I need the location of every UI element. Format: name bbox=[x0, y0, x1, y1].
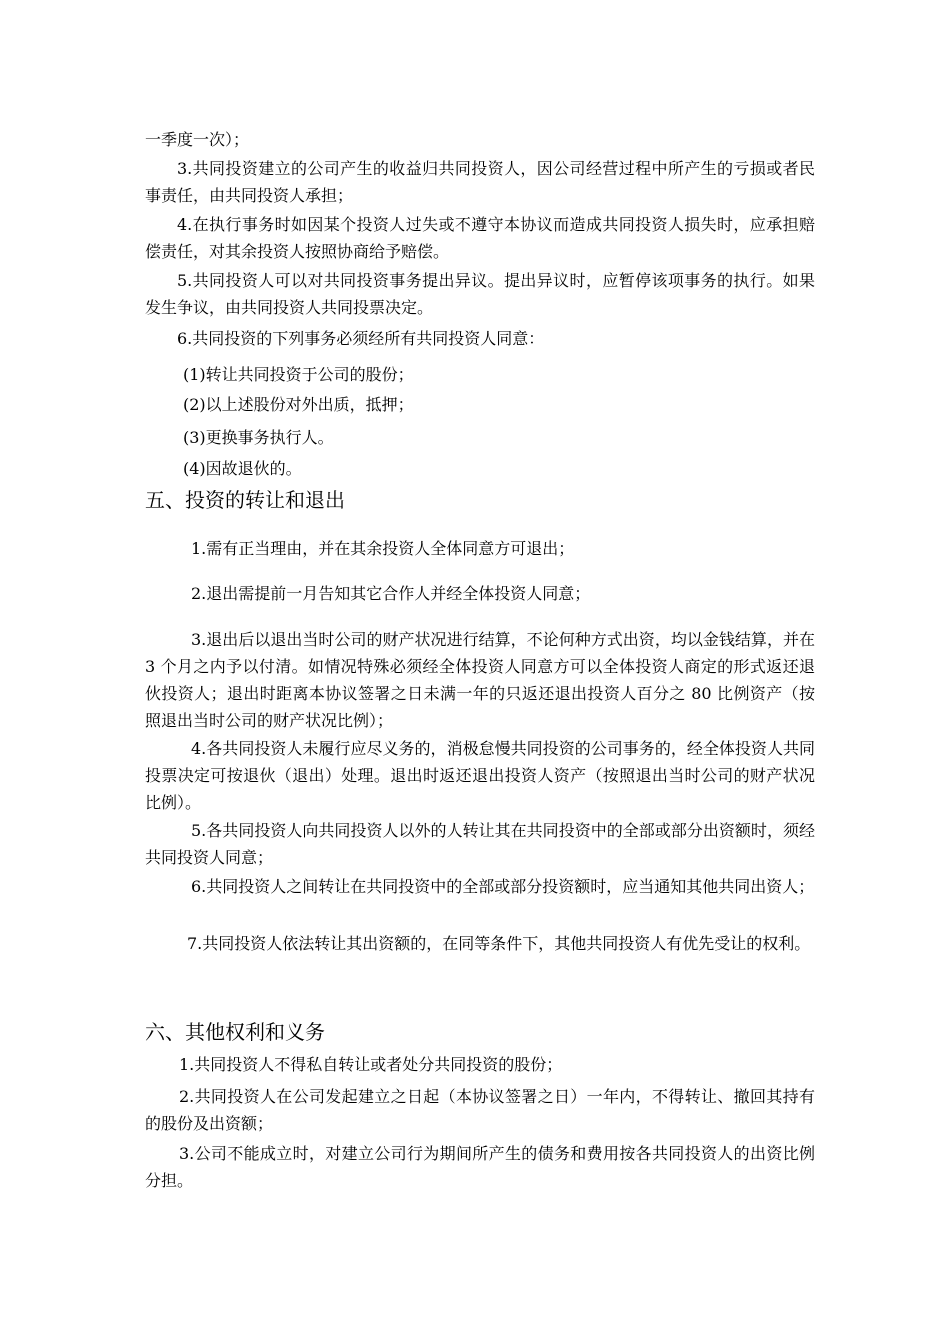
paragraph-4-5: 5.共同投资人可以对共同投资事务提出异议。提出异议时，应暂停该项事务的执行。如果发生争议，由共同投资人共同投票决定。 bbox=[145, 271, 815, 317]
section-heading-5: 五、投资的转让和退出 bbox=[145, 488, 345, 512]
paragraph-4-3: 3.共同投资建立的公司产生的收益归共同投资人，因公司经营过程中所产生的亏损或者民事责任，由共同投资人承担； bbox=[145, 159, 815, 205]
paragraph-5-5: 5.各共同投资人向共同投资人以外的人转让其在共同投资中的全部或部分出资额时，须经共同投资人同意； bbox=[145, 821, 815, 867]
paragraph-5-6: 6.共同投资人之间转让在共同投资中的全部或部分投资额时，应当通知其他共同出资人； bbox=[191, 877, 815, 896]
paragraph-continuation: 一季度一次）； bbox=[145, 130, 250, 149]
list-item: (2)以上述股份对外出质，抵押； bbox=[183, 395, 414, 414]
section-heading-6: 六、其他权利和义务 bbox=[145, 1020, 325, 1044]
paragraph-5-3: 3.退出后以退出当时公司的财产状况进行结算，不论何种方式出资，均以金钱结算，并在 3 个月之内予以付清。如情况特殊必须经全体投资人同意方可以全体投资人商定的形式返还退伙投资人；退出时距离本协议签署之日未满一年的只返还退出投资人百分之 80 比例资产（按照退出当时公司的财产状况比例）； bbox=[145, 630, 815, 730]
paragraph-4-6: 6.共同投资的下列事务必须经所有共同投资人同意： bbox=[177, 329, 545, 348]
paragraph-6-1: 1.共同投资人不得私自转让或者处分共同投资的股份； bbox=[179, 1055, 563, 1074]
paragraph-5-7: 7.共同投资人依法转让其出资额的，在同等条件下，其他共同投资人有优先受让的权利。 bbox=[187, 934, 811, 953]
paragraph-6-3: 3.公司不能成立时，对建立公司行为期间所产生的债务和费用按各共同投资人的出资比例分担。 bbox=[145, 1144, 815, 1190]
paragraph-5-1: 1.需有正当理由，并在其余投资人全体同意方可退出； bbox=[191, 539, 575, 558]
list-item: (1)转让共同投资于公司的股份； bbox=[183, 365, 414, 384]
paragraph-6-2: 2.共同投资人在公司发起建立之日起（本协议签署之日）一年内，不得转让、撤回其持有的股份及出资额； bbox=[145, 1087, 815, 1133]
list-item: (3)更换事务执行人。 bbox=[183, 428, 334, 447]
paragraph-5-2: 2.退出需提前一月告知其它合作人并经全体投资人同意； bbox=[191, 584, 591, 603]
paragraph-5-4: 4.各共同投资人未履行应尽义务的，消极怠慢共同投资的公司事务的，经全体投资人共同投票决定可按退伙（退出）处理。退出时返还退出投资人资产（按照退出当时公司的财产状况比例）。 bbox=[145, 739, 815, 812]
list-item: (4)因故退伙的。 bbox=[183, 459, 302, 478]
paragraph-4-4: 4.在执行事务时如因某个投资人过失或不遵守本协议而造成共同投资人损失时，应承担赔偿责任，对其余投资人按照协商给予赔偿。 bbox=[145, 215, 815, 261]
